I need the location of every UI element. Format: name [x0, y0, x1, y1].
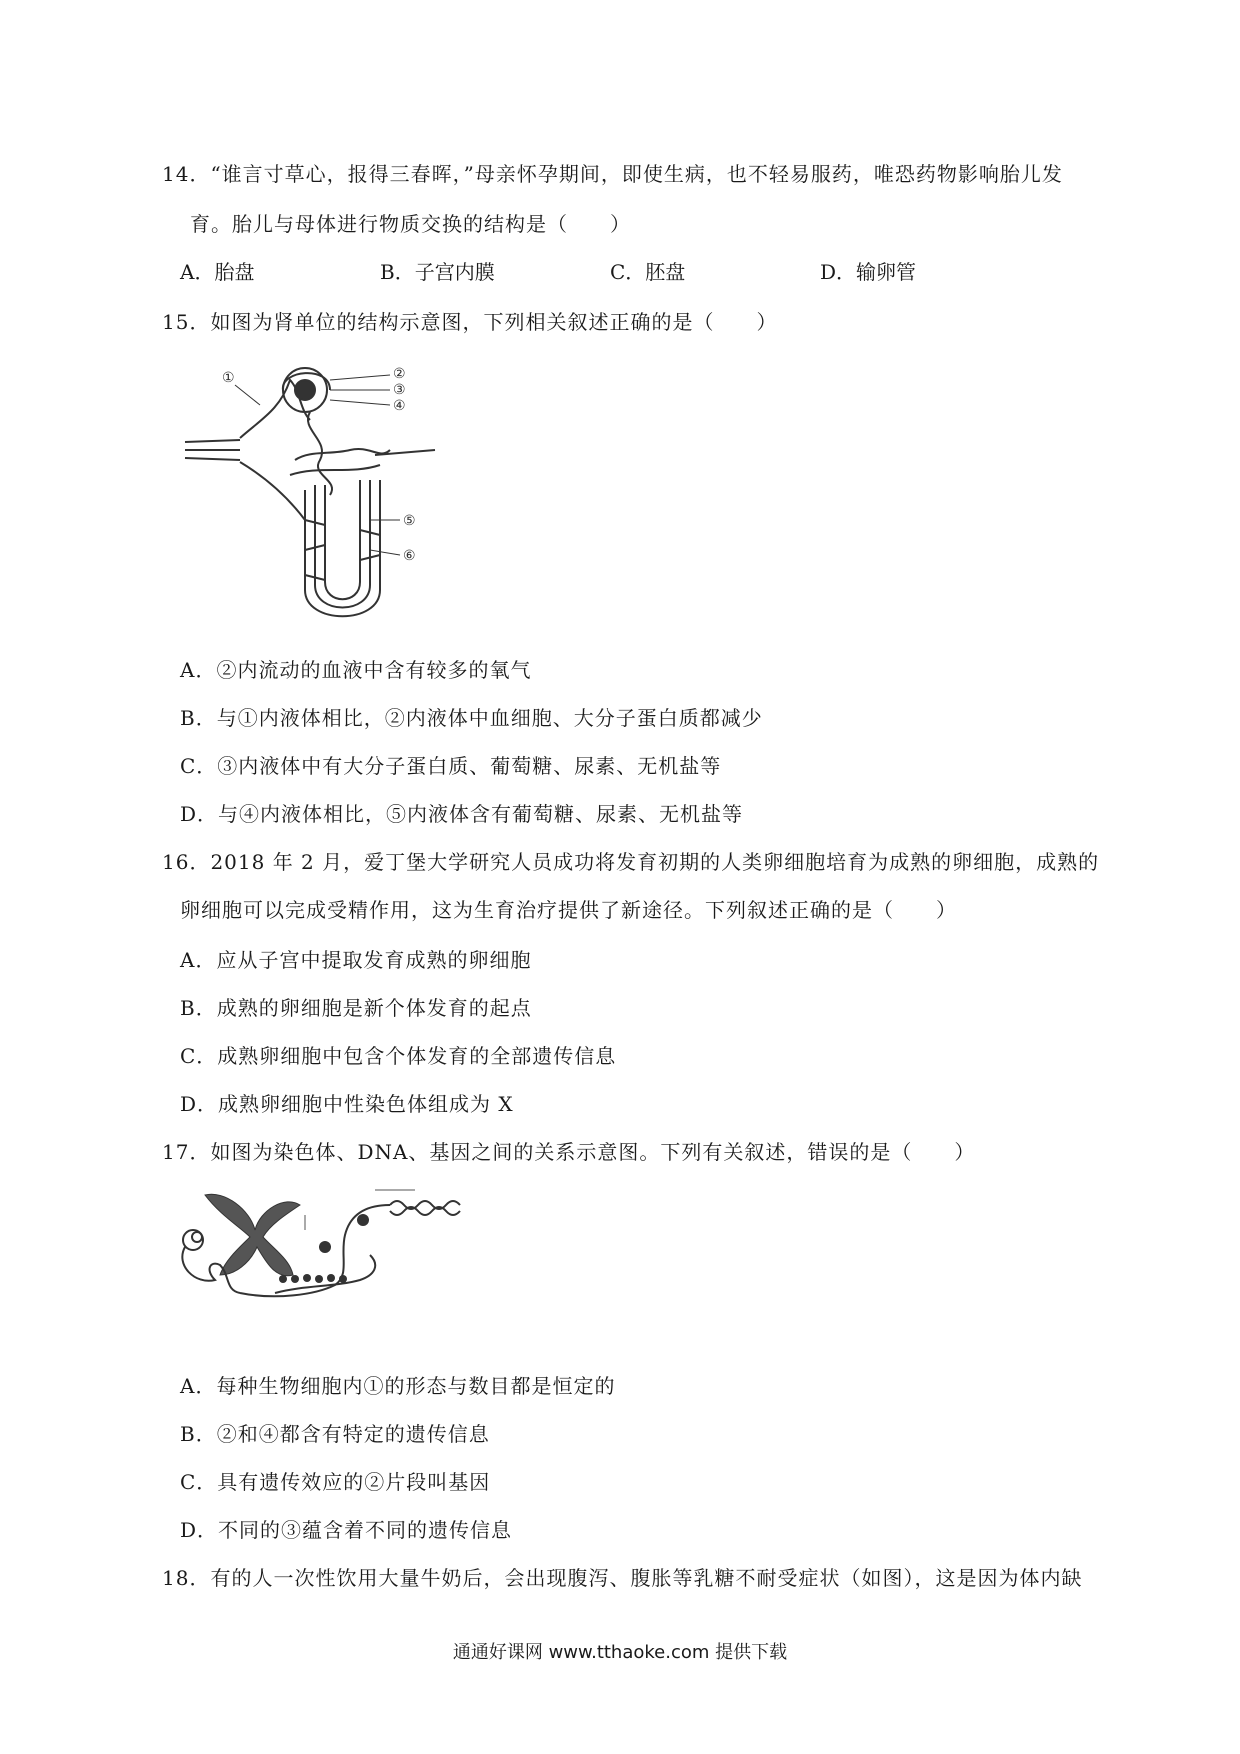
q17-option-b: B．②和④都含有特定的遗传信息	[180, 1422, 490, 1446]
q15-stem: 15．如图为肾单位的结构示意图，下列相关叙述正确的是（ ）	[162, 310, 778, 334]
nephron-diagram	[180, 350, 450, 625]
q15-option-b: B．与①内液体相比，②内液体中血细胞、大分子蛋白质都减少	[180, 706, 763, 730]
q17-option-a: A．每种生物细胞内①的形态与数目都是恒定的	[180, 1374, 616, 1398]
q17-option-d: D．不同的③蕴含着不同的遗传信息	[180, 1518, 513, 1542]
q14-line2: 育。胎儿与母体进行物质交换的结构是（ ）	[190, 212, 631, 236]
nephron-label-4: ④	[393, 398, 406, 414]
q16-line1: 16．2018 年 2 月，爱丁堡大学研究人员成功将发育初期的人类卵细胞培育为成熟的卵细胞，成熟的	[162, 850, 1100, 874]
q16-option-b: B．成熟的卵细胞是新个体发育的起点	[180, 996, 532, 1020]
q16-line2: 卵细胞可以完成受精作用，这为生育治疗提供了新途径。下列叙述正确的是（ ）	[180, 898, 957, 922]
q14-options	[0, 256, 1240, 284]
nephron-label-1: ①	[222, 370, 235, 386]
q14-option-c: C．胚盘	[610, 260, 686, 284]
q14-option-a: A．胎盘	[180, 260, 255, 284]
nephron-label-6: ⑥	[403, 548, 416, 564]
q18-line1: 18．有的人一次性饮用大量牛奶后，会出现腹泻、腹胀等乳糖不耐受症状（如图），这是因为体内缺	[162, 1566, 1083, 1590]
q16-option-c: C．成熟卵细胞中包含个体发育的全部遗传信息	[180, 1044, 617, 1068]
q15-option-a: A．②内流动的血液中含有较多的氧气	[180, 658, 532, 682]
q16-option-d: D．成熟卵细胞中性染色体组成为 X	[180, 1092, 514, 1116]
nephron-label-2: ②	[393, 366, 406, 382]
q17-stem: 17．如图为染色体、DNA、基因之间的关系示意图。下列有关叙述，错误的是（ ）	[162, 1140, 976, 1164]
q16-option-a: A．应从子宫中提取发育成熟的卵细胞	[180, 948, 532, 972]
page-footer: 通通好课网 www.tthaoke.com 提供下载	[452, 1642, 788, 1663]
q15-option-d: D．与④内液体相比，⑤内液体含有葡萄糖、尿素、无机盐等	[180, 802, 744, 826]
q15-option-c: C．③内液体中有大分子蛋白质、葡萄糖、尿素、无机盐等	[180, 754, 722, 778]
q14-option-d: D．输卵管	[820, 260, 917, 284]
q17-option-c: C．具有遗传效应的②片段叫基因	[180, 1470, 491, 1494]
chromosome-dna-gene-diagram	[175, 1175, 470, 1315]
nephron-label-3: ③	[393, 382, 406, 398]
nephron-label-5: ⑤	[403, 513, 416, 529]
q14-line1: 14．“谁言寸草心，报得三春晖，”母亲怀孕期间，即使生病，也不轻易服药，唯恐药物影响胎儿发	[162, 162, 1063, 186]
q14-option-b: B．子宫内膜	[380, 260, 495, 284]
